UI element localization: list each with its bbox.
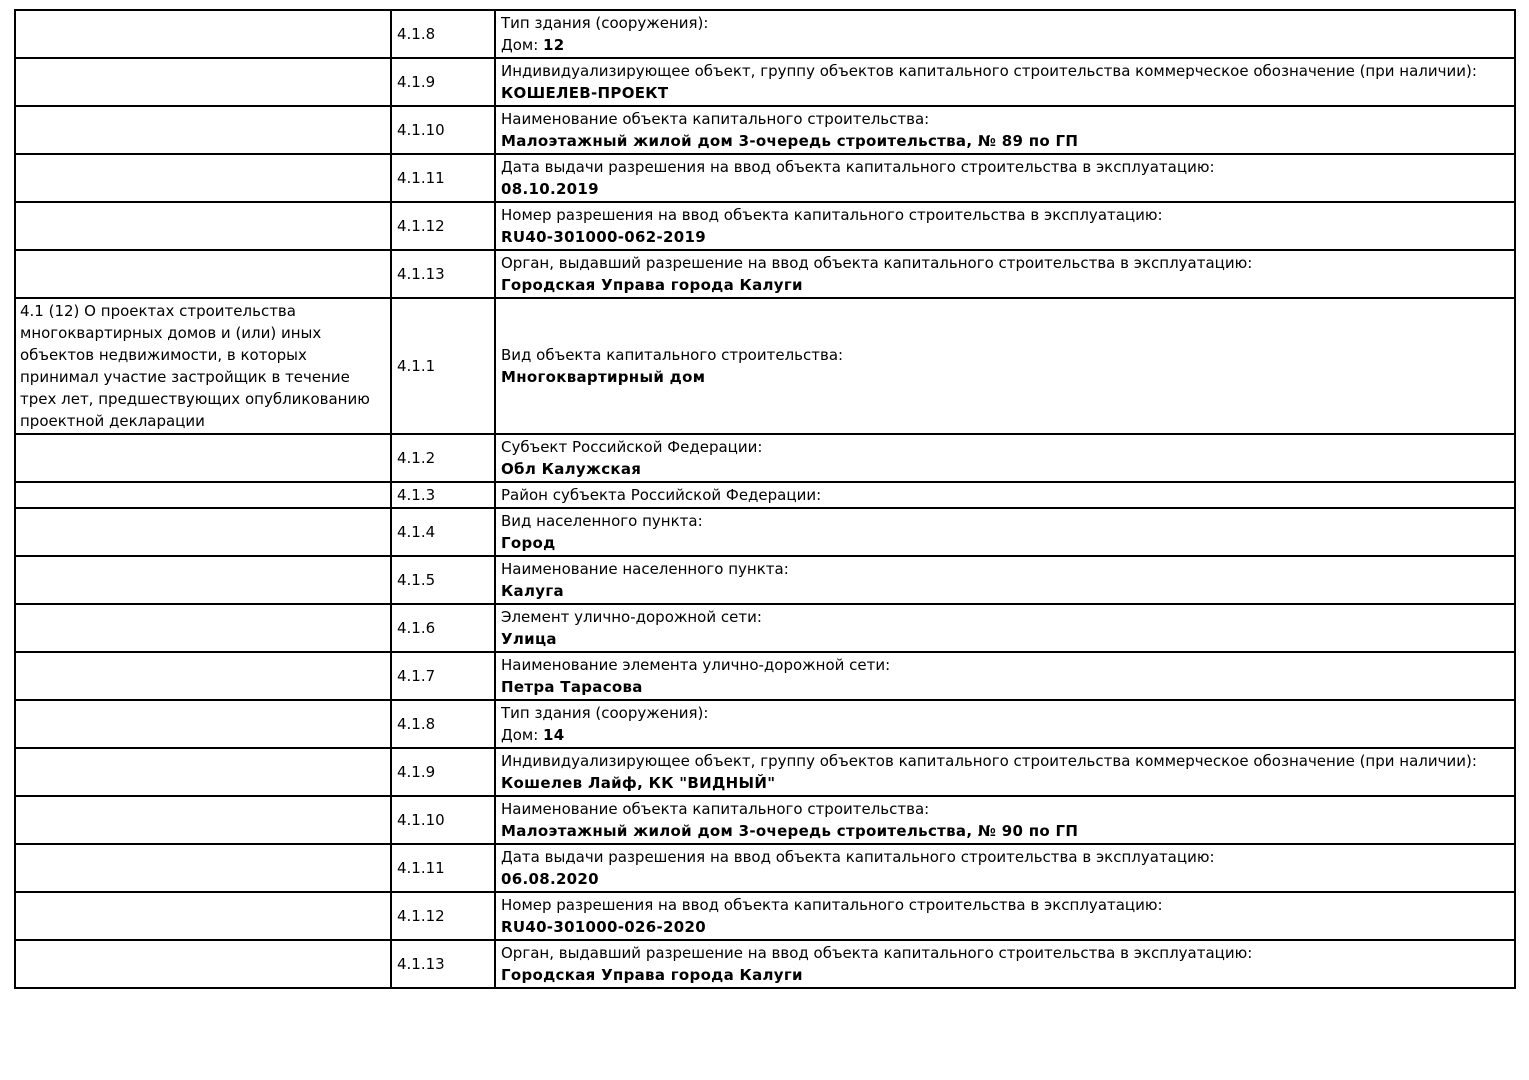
field-value-line: [501, 532, 1508, 554]
section-cell: [15, 748, 391, 796]
code-cell: 4.1.12: [391, 892, 495, 940]
content-cell: [495, 58, 1515, 106]
section-cell: [15, 700, 391, 748]
code-cell: 4.1.2: [391, 434, 495, 482]
field-value: 12: [543, 36, 565, 54]
field-value: Кошелев Лайф, КК "ВИДНЫЙ": [501, 774, 776, 792]
field-label: Номер разрешения на ввод объекта капитального строительства в эксплуатацию:: [501, 206, 1163, 224]
table-row: [15, 844, 1515, 892]
field-value-line: [501, 580, 1508, 602]
field-value-prefix: Дом:: [501, 726, 544, 744]
code-cell: 4.1.11: [391, 154, 495, 202]
content-cell: [495, 700, 1515, 748]
field-value-line: [501, 82, 1508, 104]
field-value-line: [501, 628, 1508, 650]
field-value: Городская Управа города Калуги: [501, 966, 803, 984]
code-cell: 4.1.1: [391, 298, 495, 434]
code-cell: 4.1.13: [391, 940, 495, 988]
table-body: [15, 10, 1515, 988]
code-cell: 4.1.4: [391, 508, 495, 556]
field-value: Город: [501, 534, 556, 552]
code-cell: 4.1.11: [391, 844, 495, 892]
field-value-line: [501, 676, 1508, 698]
section-cell: [15, 298, 391, 434]
section-cell: [15, 508, 391, 556]
section-cell: [15, 556, 391, 604]
code-cell: 4.1.10: [391, 106, 495, 154]
field-label: Наименование населенного пункта:: [501, 560, 789, 578]
code-cell: 4.1.13: [391, 250, 495, 298]
field-value-line: [501, 226, 1508, 248]
section-cell: [15, 796, 391, 844]
table-row: [15, 58, 1515, 106]
table-row: [15, 482, 1515, 508]
table-row: [15, 10, 1515, 58]
content-cell: [495, 844, 1515, 892]
section-cell: [15, 844, 391, 892]
field-value-line: [501, 34, 1508, 56]
section-cell: [15, 154, 391, 202]
code-cell: 4.1.3: [391, 482, 495, 508]
section-description: 4.1 (12) О проектах строительства многоквартирных домов и (или) иных объектов недвижимости, в которых принимал участие застройщик в течение трех лет, предшествующих опубликованию проектной декларации: [20, 302, 370, 430]
section-cell: [15, 10, 391, 58]
content-cell: [495, 796, 1515, 844]
table-row: [15, 796, 1515, 844]
field-value-line: [501, 178, 1508, 200]
content-cell: [495, 298, 1515, 434]
table-row: [15, 202, 1515, 250]
field-value-line: [501, 868, 1508, 890]
content-cell: [495, 508, 1515, 556]
code-cell: 4.1.8: [391, 700, 495, 748]
section-cell: [15, 482, 391, 508]
field-label: Индивидуализирующее объект, группу объектов капитального строительства коммерческое обозначение (при наличии):: [501, 752, 1477, 770]
field-value: 06.08.2020: [501, 870, 599, 888]
project-declaration-table: [14, 9, 1516, 989]
section-cell: [15, 434, 391, 482]
code-cell: 4.1.9: [391, 58, 495, 106]
section-cell: [15, 604, 391, 652]
field-label: Тип здания (сооружения):: [501, 704, 709, 722]
field-value: 08.10.2019: [501, 180, 599, 198]
field-label: Субъект Российской Федерации:: [501, 438, 763, 456]
table-row: [15, 556, 1515, 604]
content-cell: [495, 892, 1515, 940]
content-cell: [495, 556, 1515, 604]
section-cell: [15, 202, 391, 250]
field-value: Калуга: [501, 582, 564, 600]
field-label: Номер разрешения на ввод объекта капитального строительства в эксплуатацию:: [501, 896, 1163, 914]
table-row: [15, 508, 1515, 556]
code-cell: 4.1.10: [391, 796, 495, 844]
field-label: Элемент улично-дорожной сети:: [501, 608, 762, 626]
content-cell: [495, 154, 1515, 202]
code-cell: 4.1.9: [391, 748, 495, 796]
content-cell: [495, 106, 1515, 154]
field-label: Орган, выдавший разрешение на ввод объекта капитального строительства в эксплуатацию:: [501, 254, 1253, 272]
field-value-line: [501, 916, 1508, 938]
field-value-line: [501, 130, 1508, 152]
field-value: RU40-301000-062-2019: [501, 228, 706, 246]
section-cell: [15, 250, 391, 298]
field-value: RU40-301000-026-2020: [501, 918, 706, 936]
section-cell: [15, 940, 391, 988]
field-label: Вид населенного пункта:: [501, 512, 703, 530]
field-label: Наименование элемента улично-дорожной сети:: [501, 656, 891, 674]
field-label: Вид объекта капитального строительства:: [501, 346, 844, 364]
table-row: [15, 892, 1515, 940]
table-row: [15, 604, 1515, 652]
content-cell: [495, 652, 1515, 700]
field-label: Тип здания (сооружения):: [501, 14, 709, 32]
field-value-line: [501, 274, 1508, 296]
table-row: [15, 250, 1515, 298]
field-label: Наименование объекта капитального строительства:: [501, 800, 930, 818]
field-label: Индивидуализирующее объект, группу объектов капитального строительства коммерческое обозначение (при наличии):: [501, 62, 1477, 80]
field-label: Район субъекта Российской Федерации:: [501, 486, 822, 504]
field-label: Наименование объекта капитального строительства:: [501, 110, 930, 128]
field-value-line: [501, 366, 1508, 388]
table-row: [15, 652, 1515, 700]
field-value: Многоквартирный дом: [501, 368, 706, 386]
content-cell: [495, 748, 1515, 796]
table-row: [15, 106, 1515, 154]
field-value: Малоэтажный жилой дом 3-очередь строительства, № 89 по ГП: [501, 132, 1079, 150]
field-value-line: [501, 772, 1508, 794]
section-cell: [15, 652, 391, 700]
code-cell: 4.1.12: [391, 202, 495, 250]
content-cell: [495, 202, 1515, 250]
code-cell: 4.1.6: [391, 604, 495, 652]
field-label: Орган, выдавший разрешение на ввод объекта капитального строительства в эксплуатацию:: [501, 944, 1253, 962]
code-cell: 4.1.7: [391, 652, 495, 700]
table-row: [15, 434, 1515, 482]
field-value: 14: [543, 726, 565, 744]
content-cell: [495, 482, 1515, 508]
code-cell: 4.1.5: [391, 556, 495, 604]
content-cell: [495, 434, 1515, 482]
table-row: [15, 154, 1515, 202]
table-row: [15, 748, 1515, 796]
table-row: [15, 700, 1515, 748]
table-row: [15, 940, 1515, 988]
field-value: Петра Тарасова: [501, 678, 643, 696]
field-value: Улица: [501, 630, 557, 648]
table-row: [15, 298, 1515, 434]
content-cell: [495, 10, 1515, 58]
content-cell: [495, 604, 1515, 652]
field-label: Дата выдачи разрешения на ввод объекта капитального строительства в эксплуатацию:: [501, 848, 1215, 866]
section-cell: [15, 106, 391, 154]
content-cell: [495, 250, 1515, 298]
field-value-line: [501, 458, 1508, 480]
field-value-line: [501, 820, 1508, 842]
field-value-line: [501, 964, 1508, 986]
content-cell: [495, 940, 1515, 988]
section-cell: [15, 58, 391, 106]
field-value-line: [501, 724, 1508, 746]
field-label: Дата выдачи разрешения на ввод объекта капитального строительства в эксплуатацию:: [501, 158, 1215, 176]
code-cell: 4.1.8: [391, 10, 495, 58]
field-value: Малоэтажный жилой дом 3-очередь строительства, № 90 по ГП: [501, 822, 1079, 840]
field-value: Городская Управа города Калуги: [501, 276, 803, 294]
field-value-prefix: Дом:: [501, 36, 544, 54]
section-cell: [15, 892, 391, 940]
field-value: Обл Калужская: [501, 460, 642, 478]
field-value: КОШЕЛЕВ-ПРОЕКТ: [501, 84, 669, 102]
